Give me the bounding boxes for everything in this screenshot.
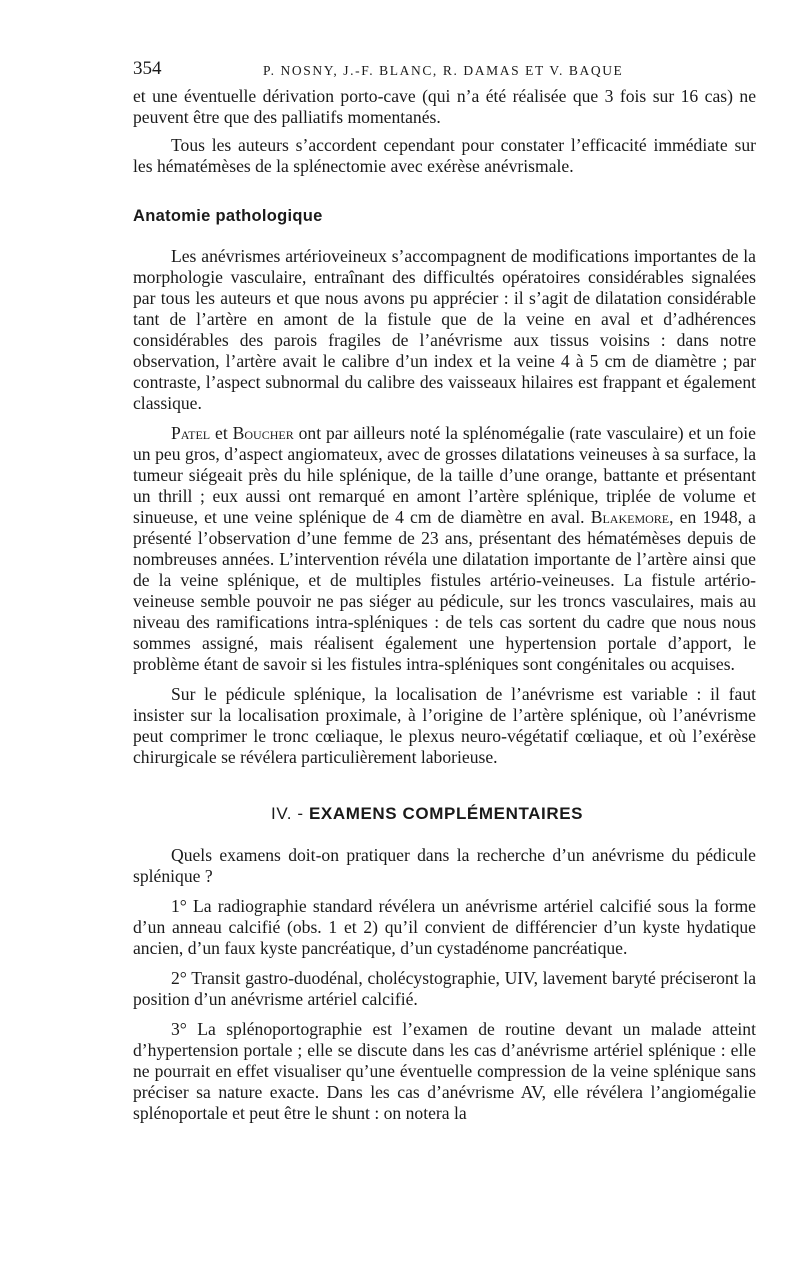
examens-paragraph-1: Quels examens doit-on pratiquer dans la recherche d’un anévrisme du pédicule splénique ? <box>133 845 756 886</box>
intro-paragraph-1: et une éventuelle dérivation porto-cave (qui n’a été réalisée que 3 fois sur 16 cas) ne peuvent être que des palliatifs momentanés. <box>133 86 756 127</box>
section-dash: - <box>297 804 304 823</box>
examens-paragraph-3: 2° Transit gastro-duodénal, cholécystographie, UIV, lavement baryté préciseront la position d’un anévrisme artériel calcifié. <box>133 968 756 1009</box>
examens-paragraph-4: 3° La splénoportographie est l’examen de routine devant un malade atteint d’hypertension portale ; elle se discute dans les cas d’anévrisme artériel splénique : elle ne pourrait en effet visualiser qu’une éventuelle compression de la veine splénique sans préciser sa nature exacte. Dans les cas d’anévrisme AV, elle révélera l’angiomégalie splénoportale et peut être le shunt : on notera la <box>133 1019 756 1123</box>
author-name: Blakemore <box>590 507 670 527</box>
text-run: et <box>210 423 233 443</box>
anatomie-paragraph-1: Les anévrismes artérioveineux s’accompagnent de modifications importantes de la morphologie vasculaire, entraînant des difficultés opératoires considérables signalées par tous les auteurs et que nous avons pu apprécier : il s’agit de dilatation considérable tant de l’artère en amont de la fistule que de la veine en aval et d’adhérences considérables des parois fragiles de l’anévrisme aux tissus voisins : dans notre observation, l’artère avait le calibre d’un index et la veine 4 à 5 cm de diamètre ; par contraste, l’aspect subnormal du calibre des vaisseaux hilaires est frappant et également classique. <box>133 246 756 413</box>
anatomie-paragraph-3: Sur le pédicule splénique, la localisation de l’anévrisme est variable : il faut insister sur la localisation proximale, à l’origine de l’artère splénique, où l’anévrisme peut comprimer le tronc cœliaque, le plexus neuro-végétatif cœliaque, et où l’exérèse chirurgicale se révélera particulièrement laborieuse. <box>133 684 756 767</box>
examens-paragraph-2: 1° La radiographie standard révélera un anévrisme artériel calcifié sous la forme d’un anneau calcifié (obs. 1 et 2) qu’il convient de différencier d’un kyste hydatique ancien, d’un faux kyste pancréatique, d’un cystadénome pancréatique. <box>133 896 756 958</box>
page-number: 354 <box>133 58 162 79</box>
subsection-heading-anatomie: Anatomie pathologique <box>133 207 323 225</box>
intro-paragraph-2: Tous les auteurs s’accordent cependant pour constater l’efficacité immédiate sur les hématémèses de la splénectomie avec exérèse anévrismale. <box>133 135 756 176</box>
section-heading-examens <box>133 768 756 845</box>
text-run: , en 1948, a présenté l’observation d’une femme de 23 ans, présentant des hématémèses depuis de nombreuses années. L’intervention révéla une dilatation importante de l’artère ainsi que de la veine splénique, et de multiples fistules artério-veineuses. La fistule artério-veineuse semble pouvoir ne pas siéger au pédicule, sur les troncs vasculaires, mais au niveau des ramifications intra-spléniques : de tels cas sortent du cadre que nous nous sommes assigné, mais réalisent également une hypertension portale d’apport, le problème étant de savoir si les fistules intra-spléniques sont congénitales ou acquises. <box>133 507 756 674</box>
author-name: Boucher <box>232 423 294 443</box>
author-name: Patel <box>171 423 211 443</box>
section-title: EXAMENS COMPLÉMENTAIRES <box>308 804 584 823</box>
section-numeral: IV. <box>271 804 293 823</box>
text-run: ont par ailleurs noté la splénomégalie (rate vasculaire) et un foie un peu gros, d’aspect angiomateux, avec de grosses dilatations veineuses à sa surface, la tumeur siégeait près du hile splénique, de la taille d’une orange, battante et présentant un thrill ; eux aussi ont remarqué en amont l’artère splénique, triplée de volume et sinueuse, et une veine splénique de 4 cm de diamètre en aval. <box>133 423 756 527</box>
page <box>133 58 756 1124</box>
running-title: P. NOSNY, J.-F. BLANC, R. DAMAS ET V. BAQUE <box>263 63 624 78</box>
page-header <box>133 58 756 86</box>
anatomie-paragraph-2 <box>133 423 756 675</box>
